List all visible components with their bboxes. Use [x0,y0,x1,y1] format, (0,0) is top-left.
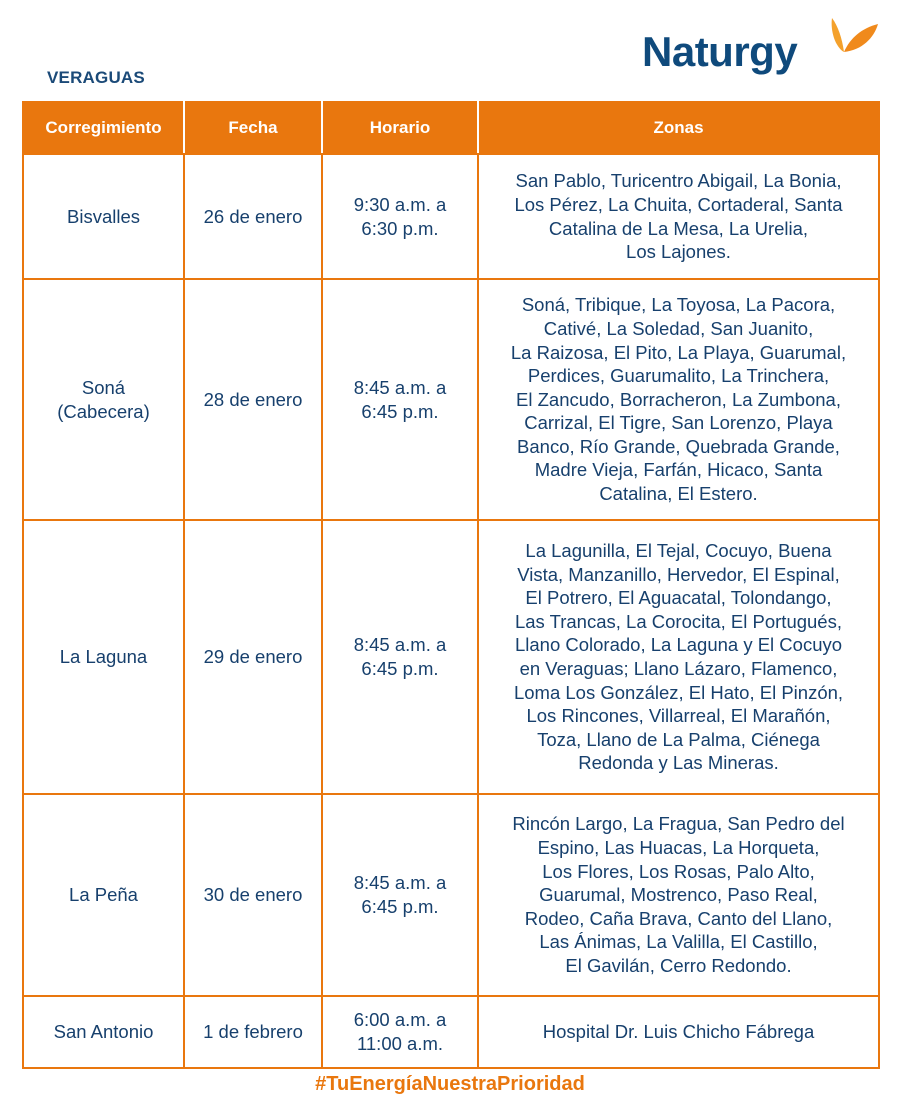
cell-fecha: 26 de enero [184,154,322,279]
cell-horario: 6:00 a.m. a 11:00 a.m. [322,996,478,1068]
cell-zonas: La Lagunilla, El Tejal, Cocuyo, Buena Vista, Manzanillo, Hervedor, El Espinal, El Potrero, El Aguacatal, Tolondango, Las Trancas, La Corocita, El Portugués, Llano Colorado, La Laguna y El Cocuyo en Veraguas; Llano Lázaro, Flamenco, Loma Los González, El Hato, El Pinzón, Los Rincones, Villarreal, El Marañón, Toza, Llano de La Palma, Ciénega Redonda y Las Mineras. [478,520,879,794]
cell-fecha: 28 de enero [184,279,322,520]
header-fecha: Fecha [184,102,322,154]
schedule-table [22,101,880,1069]
cell-horario: 9:30 a.m. a 6:30 p.m. [322,154,478,279]
cell-corregimiento: La Peña [23,794,184,996]
header-corregimiento: Corregimiento [23,102,184,154]
cell-corregimiento: San Antonio [23,996,184,1068]
cell-zonas: Hospital Dr. Luis Chicho Fábrega [478,996,879,1068]
brand-name: Naturgy [642,28,798,75]
region-title: VERAGUAS [47,68,145,87]
table-header-row [23,102,879,154]
cell-zonas: Soná, Tribique, La Toyosa, La Pacora, Cativé, La Soledad, San Juanito, La Raizosa, El Pito, La Playa, Guarumal, Perdices, Guarumalito, La Trinchera, El Zancudo, Borracheron, La Zumbona, Carrizal, El Tigre, San Lorenzo, Playa Banco, Río Grande, Quebrada Grande, Madre Vieja, Farfán, Hicaco, Santa Catalina, El Estero. [478,279,879,520]
table-row [23,794,879,996]
cell-fecha: 1 de febrero [184,996,322,1068]
cell-zonas: Rincón Largo, La Fragua, San Pedro del Espino, Las Huacas, La Horqueta, Los Flores, Los Rosas, Palo Alto, Guarumal, Mostrenco, Paso Real, Rodeo, Caña Brava, Canto del Llano, Las Ánimas, La Valilla, El Castillo, El Gavilán, Cerro Redondo. [478,794,879,996]
cell-fecha: 29 de enero [184,520,322,794]
butterfly-icon [828,16,880,72]
table-row [23,996,879,1068]
cell-zonas: San Pablo, Turicentro Abigail, La Bonia, Los Pérez, La Chuita, Cortaderal, Santa Catalina de La Mesa, La Urelia, Los Lajones. [478,154,879,279]
cell-corregimiento: Soná (Cabecera) [23,279,184,520]
table-row [23,279,879,520]
table-row [23,520,879,794]
cell-horario: 8:45 a.m. a 6:45 p.m. [322,520,478,794]
header-horario: Horario [322,102,478,154]
table-row [23,154,879,279]
cell-corregimiento: Bisvalles [23,154,184,279]
campaign-hashtag: #TuEnergíaNuestraPrioridad [315,1073,585,1095]
naturgy-logo [642,14,882,86]
cell-fecha: 30 de enero [184,794,322,996]
cell-horario: 8:45 a.m. a 6:45 p.m. [322,279,478,520]
cell-horario: 8:45 a.m. a 6:45 p.m. [322,794,478,996]
header-zonas: Zonas [478,102,879,154]
cell-corregimiento: La Laguna [23,520,184,794]
